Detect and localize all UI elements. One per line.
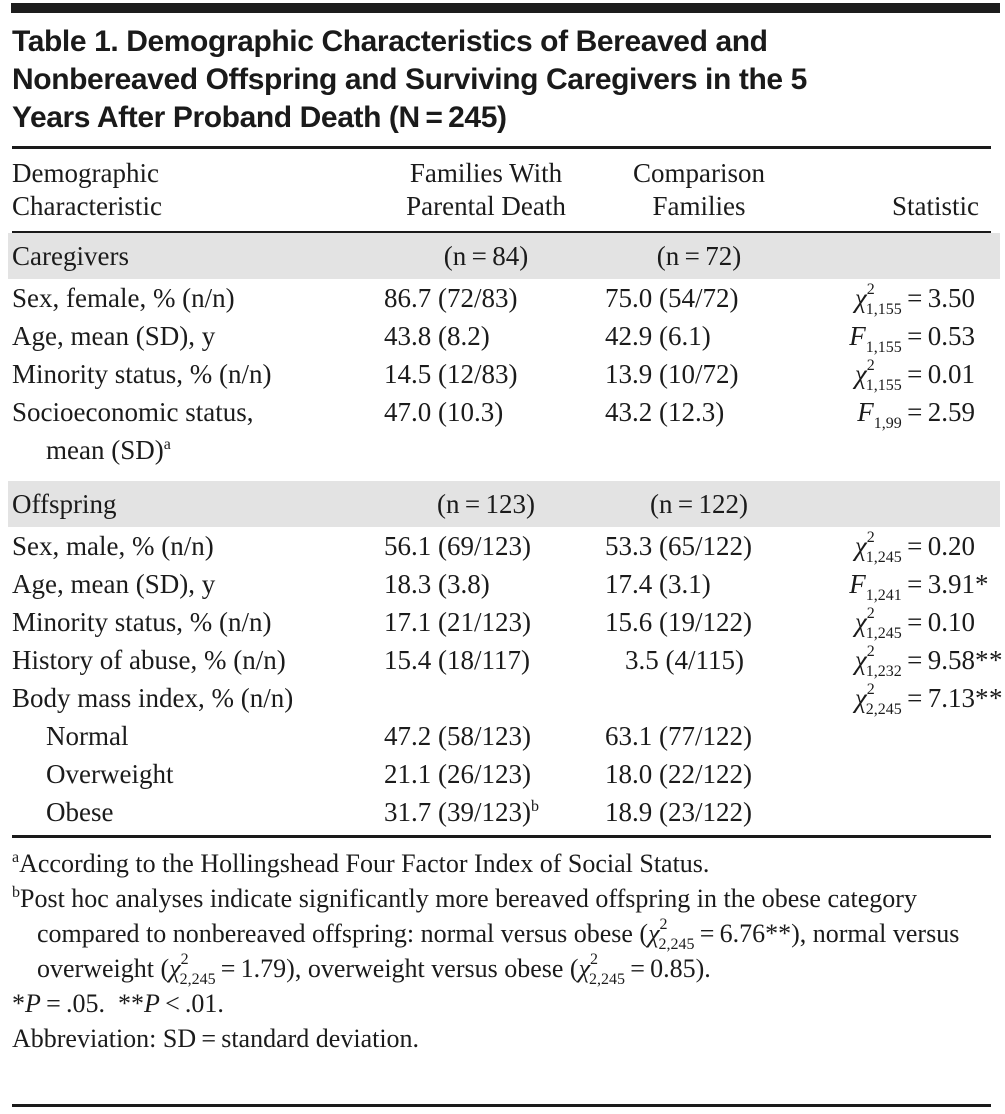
stat-superscript: 2 xyxy=(866,357,875,374)
row-label: Body mass index, % (n/n) xyxy=(12,683,294,713)
bereaved-value: 56.1 (69/123) xyxy=(384,531,531,561)
stat-result: = 0.20 xyxy=(901,531,975,561)
stat-superscript: 2 xyxy=(866,605,875,622)
section-n-bereaved: (n = 84) xyxy=(443,241,529,271)
table-row xyxy=(12,603,991,641)
chi-symbol: χ xyxy=(854,531,867,561)
table-row xyxy=(12,393,991,469)
p-symbol: P xyxy=(143,989,160,1018)
stat-value xyxy=(798,279,991,317)
comparison-value: 43.2 (12.3) xyxy=(605,397,725,427)
footnote-marker-a: a xyxy=(163,436,171,453)
significance-text: = .05. xyxy=(40,989,118,1018)
significance-text: < .01. xyxy=(159,989,224,1018)
section-name: Offspring xyxy=(12,489,117,519)
bereaved-value: 21.1 (26/123) xyxy=(384,759,531,789)
chi-symbol: χ xyxy=(578,954,591,983)
bereaved-value: 15.4 (18/117) xyxy=(384,645,530,675)
stat-value: $\chi^2_{1,232} = 9.58**$ xyxy=(854,643,1003,680)
comparison-value: 63.1 (77/122) xyxy=(605,721,752,751)
table-title-line: Years After Proband Death (N = 245) xyxy=(12,101,507,134)
table-subrow xyxy=(12,717,991,755)
section-header-caregivers xyxy=(8,233,1000,279)
comparison-value: 18.0 (22/122) xyxy=(605,759,752,789)
stat-subscript: 1,155 xyxy=(865,301,902,318)
comparison-value: 18.9 (23/122) xyxy=(605,797,752,827)
bereaved-value: 14.5 (12/83) xyxy=(384,359,518,389)
section-gap xyxy=(12,469,991,481)
table-title xyxy=(12,23,991,137)
footnote-b xyxy=(12,881,991,986)
table-header-row xyxy=(12,149,991,231)
row-label: Obese xyxy=(46,797,114,827)
section-n-bereaved: (n = 123) xyxy=(436,489,536,519)
chi-symbol: χ xyxy=(648,919,660,948)
stat-subscript: 1,232 xyxy=(865,663,902,680)
section-n-comparison: (n = 72) xyxy=(656,241,742,271)
column-header-families-with-parental-death xyxy=(372,157,600,223)
stat-superscript: 2 xyxy=(866,281,875,298)
table-row xyxy=(12,565,991,603)
star: ** xyxy=(117,989,144,1018)
row-label: History of abuse, % (n/n) xyxy=(12,645,286,675)
stat-subscript: 1,245 xyxy=(865,549,902,566)
stat-result: = 6.76**) xyxy=(694,919,800,948)
stat-value xyxy=(798,527,991,565)
table-title-line: Nonbereaved Offspring and Surviving Caregivers in the 5 xyxy=(12,63,807,96)
footnote-marker-b: b xyxy=(530,798,539,815)
chi-symbol: χ xyxy=(854,283,867,313)
chi-symbol: χ xyxy=(854,683,867,713)
header-line: Demographic xyxy=(12,158,159,188)
comparison-value: 75.0 (54/72) xyxy=(605,283,739,313)
comparison-value: 17.4 (3.1) xyxy=(605,569,711,599)
footnote-a xyxy=(12,846,991,881)
f-symbol: F xyxy=(857,397,874,427)
stat-value xyxy=(798,393,991,431)
header-line: Families xyxy=(652,191,746,221)
stat-result: = 7.13 xyxy=(901,683,975,713)
stat-subscript: 2,245 xyxy=(179,971,216,988)
comparison-value: 15.6 (19/122) xyxy=(605,607,752,637)
footnote-marker-a: a xyxy=(12,849,20,866)
stat-subscript: 1,245 xyxy=(865,625,902,642)
row-label-line xyxy=(12,431,372,469)
footnote-text: Post hoc analyses indicate significantly more bereaved offspring in the obese category compared to nonbereaved offspring: normal versus obese ( xyxy=(20,884,917,948)
bereaved-value-text: 31.7 (39/123) xyxy=(384,797,531,827)
stat-superscript: 2 xyxy=(866,681,875,698)
stat-value xyxy=(798,355,991,393)
abbreviation-note: Abbreviation: SD = standard deviation. xyxy=(12,1024,420,1053)
f-symbol: F xyxy=(849,569,866,599)
significance-note xyxy=(12,986,991,1021)
stat-result: = 0.10 xyxy=(901,607,975,637)
stat-superscript: 2 xyxy=(866,529,875,546)
stat-result: = 1.79) xyxy=(215,954,295,983)
stat-subscript: 2,245 xyxy=(589,971,626,988)
header-line: Characteristic xyxy=(12,191,162,221)
row-label: Age, mean (SD), y xyxy=(12,321,216,351)
footnote-marker-b: b xyxy=(12,884,20,901)
table-subrow xyxy=(12,793,991,831)
stat-subscript: 2,245 xyxy=(658,936,695,953)
table-row xyxy=(12,527,991,565)
top-rule xyxy=(11,3,1000,13)
p-symbol: P xyxy=(25,989,41,1018)
stat-value: $\chi^2_{2,245} = 7.13**$ xyxy=(854,681,1003,718)
stat-result: = 0.53 xyxy=(901,321,975,351)
row-label: Age, mean (SD), y xyxy=(12,569,216,599)
row-label: Minority status, % (n/n) xyxy=(12,607,272,637)
table-subrow xyxy=(12,755,991,793)
table-row xyxy=(12,279,991,317)
table-title-line: Table 1. Demographic Characteristics of Bereaved and xyxy=(12,25,768,58)
row-label: Sex, female, % (n/n) xyxy=(12,283,235,313)
stat-superscript: 2 xyxy=(659,916,668,933)
table-row xyxy=(12,317,991,355)
bereaved-value: 18.3 (3.8) xyxy=(384,569,490,599)
row-label: Minority status, % (n/n) xyxy=(12,359,272,389)
stat-superscript: 2 xyxy=(180,951,189,968)
star: * xyxy=(12,989,25,1018)
f-symbol: F xyxy=(849,321,866,351)
stat-superscript: 2 xyxy=(590,951,599,968)
stat-result: = 9.58 xyxy=(901,645,975,675)
stat-result: = 0.01 xyxy=(901,359,975,389)
row-label xyxy=(12,393,372,469)
footnote-text: , normal versus overweight ( xyxy=(37,919,960,983)
stat-subscript: 1,155 xyxy=(865,339,902,356)
comparison-value: 53.3 (65/122) xyxy=(605,531,752,561)
bereaved-value: 43.8 (8.2) xyxy=(384,321,490,351)
table-row xyxy=(12,679,1003,718)
comparison-value: 42.9 (6.1) xyxy=(605,321,711,351)
section-header-offspring xyxy=(8,481,1000,527)
stat-subscript: 2,245 xyxy=(865,701,902,718)
row-label-text: mean (SD) xyxy=(46,435,164,465)
column-header-demographic-characteristic xyxy=(12,157,372,223)
table-bottom-rule xyxy=(12,835,991,838)
comparison-value: 3.5 (4/115) xyxy=(625,645,744,675)
chi-symbol: χ xyxy=(854,607,867,637)
stat-value xyxy=(798,317,991,355)
header-line: Parental Death xyxy=(406,191,566,221)
footnotes xyxy=(12,846,991,1056)
row-label: Sex, male, % (n/n) xyxy=(12,531,214,561)
bereaved-value: 47.0 (10.3) xyxy=(384,397,504,427)
chi-symbol: χ xyxy=(169,954,181,983)
header-line: Families With xyxy=(409,158,563,188)
bereaved-value: 17.1 (21/123) xyxy=(384,607,531,637)
bereaved-value xyxy=(372,793,600,831)
stat-result: = 3.91 xyxy=(901,569,975,599)
comparison-value: 13.9 (10/72) xyxy=(605,359,739,389)
chi-symbol: χ xyxy=(854,359,867,389)
table-row xyxy=(12,355,991,393)
row-label-line: Socioeconomic status, xyxy=(12,397,254,427)
column-header-comparison-families xyxy=(600,157,798,223)
stat-superscript: 2 xyxy=(866,643,875,660)
bereaved-value: 47.2 (58/123) xyxy=(384,721,531,751)
header-line: Comparison xyxy=(633,158,765,188)
section-name: Caregivers xyxy=(12,241,129,271)
stat-subscript: 1,99 xyxy=(873,415,902,432)
chi-symbol: χ xyxy=(854,645,867,675)
stat-subscript: 1,155 xyxy=(865,377,902,394)
stat-result: = 2.59 xyxy=(901,397,975,427)
table-row xyxy=(12,641,1003,680)
footnote-text: According to the Hollingshead Four Factor Index of Social Status. xyxy=(19,849,710,878)
stat-value: $F_{1,241} = 3.91*$ xyxy=(849,569,989,604)
bottom-rule xyxy=(12,1104,991,1107)
row-label: Overweight xyxy=(46,759,174,789)
stat-value xyxy=(798,603,991,641)
stat-result: = 3.50 xyxy=(901,283,975,313)
section-n-comparison: (n = 122) xyxy=(649,489,749,519)
stat-subscript: 1,241 xyxy=(865,587,902,604)
stat-result: = 0.85). xyxy=(625,954,711,983)
footnote-text: , overweight versus obese ( xyxy=(294,954,579,983)
column-header-statistic: Statistic xyxy=(892,191,979,221)
bereaved-value: 86.7 (72/83) xyxy=(384,283,518,313)
row-label: Normal xyxy=(46,721,129,751)
